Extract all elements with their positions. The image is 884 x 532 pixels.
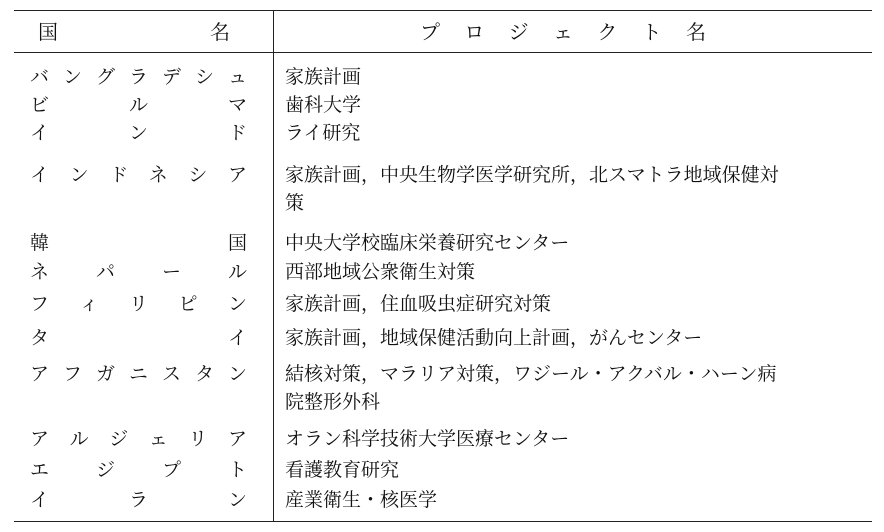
project-line: 院整形外科: [285, 391, 381, 413]
project-line: 家族計画，中央生物学医学研究所，北スマトラ地域保健対: [285, 164, 779, 186]
table-row: [0, 258, 884, 286]
country-cell: イ ン ド: [30, 122, 247, 144]
header-project-name: [420, 17, 706, 47]
country-cell: ア ル ジ ェ リ ア: [30, 428, 247, 450]
country-cell: イ ラ ン: [30, 489, 247, 511]
country-cell: エ ジ プ ト: [30, 459, 247, 481]
header-char: ジ: [508, 20, 529, 44]
header-char: 名: [210, 20, 230, 44]
project-cell: [285, 425, 865, 453]
project-cell: [285, 324, 865, 352]
table-row: [0, 486, 884, 514]
project-cell: [285, 63, 865, 91]
country-cell: バ ン グ ラ デ シ ュ: [30, 66, 247, 88]
project-line: 看護教育研究: [285, 459, 400, 481]
project-cell: [285, 91, 865, 119]
table-row: [0, 456, 884, 484]
header-char: プ: [420, 20, 440, 44]
table-top-rule: [14, 10, 872, 11]
project-cell: [285, 229, 865, 257]
project-cell: [285, 258, 865, 286]
project-cell: [285, 360, 865, 416]
header-rule: [14, 52, 872, 53]
country-cell: ア フ ガ ニ ス タ ン: [30, 363, 247, 385]
header-char: ロ: [464, 20, 485, 44]
table-row: [0, 324, 884, 352]
country-cell: ビ ル マ: [30, 94, 247, 116]
project-cell: [285, 456, 865, 484]
project-line: 中央大学校臨床栄養研究センター: [285, 232, 570, 254]
header-country-name: [38, 17, 230, 47]
table-row: [0, 119, 884, 147]
project-line: 結核対策，マラリア対策，ワジール・アクバル・ハーン病: [285, 363, 777, 385]
country-cell: タ イ: [30, 327, 247, 349]
project-cell: [285, 161, 865, 217]
project-line: 策: [285, 192, 305, 214]
table-row: [0, 360, 884, 413]
table-bottom-rule: [14, 521, 872, 522]
header-char: 国: [38, 20, 58, 44]
table-row: [0, 63, 884, 91]
project-cell: [285, 119, 865, 147]
table-row: [0, 91, 884, 119]
project-line: 西部地域公衆衛生対策: [285, 261, 476, 283]
project-line: 歯科大学: [285, 94, 362, 116]
country-cell: イ ン ド ネ シ ア: [30, 164, 247, 186]
project-cell: [285, 486, 865, 514]
table-row: [0, 229, 884, 257]
country-cell: 韓 国: [30, 232, 247, 254]
table-row: [0, 425, 884, 453]
table-row: [0, 161, 884, 214]
project-line: 家族計画，住血吸虫症研究対策: [285, 293, 552, 315]
country-cell: フ ィ リ ピ ン: [30, 293, 247, 315]
project-line: 産業衛生・核医学: [285, 489, 438, 511]
project-line: 家族計画，地域保健活動向上計画，がんセンター: [285, 327, 703, 349]
header-char: ク: [597, 20, 618, 44]
project-line: オラン科学技術大学医療センター: [285, 428, 570, 450]
header-char: ト: [641, 20, 662, 44]
header-char: ェ: [552, 20, 573, 44]
header-char: 名: [685, 20, 706, 44]
country-cell: ネ パ ー ル: [30, 261, 247, 283]
project-line: 家族計画: [285, 66, 362, 88]
table-row: [0, 290, 884, 318]
project-line: ライ研究: [285, 122, 361, 144]
project-cell: [285, 290, 865, 318]
